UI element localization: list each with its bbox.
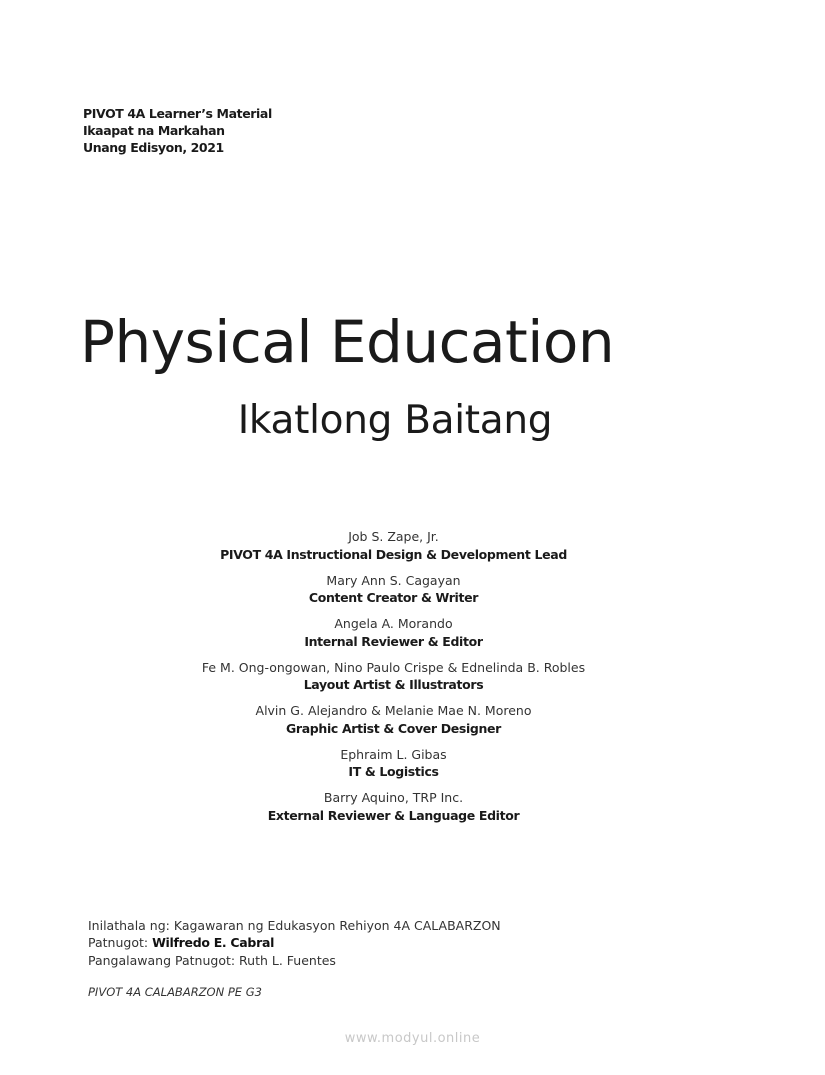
credit-role: Layout Artist & Illustrators xyxy=(303,677,484,692)
credit-role: Content Creator & Writer xyxy=(308,590,479,605)
credit-entry xyxy=(0,789,787,824)
credit-name: Job S. Zape, Jr. xyxy=(348,529,439,544)
page-title: Physical Education xyxy=(80,308,615,376)
credit-name: Ephraim L. Gibas xyxy=(340,746,447,762)
director-name: Wilfredo E. Cabral xyxy=(152,935,275,951)
edition-line: Unang Edisyon, 2021 xyxy=(83,140,224,155)
publisher-info xyxy=(88,917,501,969)
credit-role: Graphic Artist & Cover Designer xyxy=(286,720,501,736)
credit-entry xyxy=(0,702,787,737)
credit-entry xyxy=(0,615,787,650)
director-line xyxy=(88,934,501,951)
credit-name: Angela A. Morando xyxy=(334,616,453,631)
credit-entry xyxy=(0,746,787,781)
credit-entry xyxy=(0,572,787,607)
credit-role: PIVOT 4A Instructional Design & Development Lead xyxy=(220,546,567,562)
credits-list xyxy=(0,528,787,833)
edition-line: Ikaapat na Markahan xyxy=(83,123,225,138)
credit-role: Internal Reviewer & Editor xyxy=(304,633,483,649)
credit-entry xyxy=(0,659,787,694)
assistant-director: Pangalawang Patnugot: Ruth L. Fuentes xyxy=(88,952,336,968)
credit-name: Mary Ann S. Cagayan xyxy=(326,572,461,588)
credit-role: IT & Logistics xyxy=(348,764,439,779)
credit-name: Alvin G. Alejandro & Melanie Mae N. Moreno xyxy=(255,703,532,718)
credit-role: External Reviewer & Language Editor xyxy=(267,807,520,823)
credit-name: Barry Aquino, TRP Inc. xyxy=(323,790,464,805)
edition-info xyxy=(83,105,272,156)
edition-line: PIVOT 4A Learner’s Material xyxy=(83,106,272,121)
watermark: www.modyul.online xyxy=(344,1031,481,1046)
page-subtitle: Ikatlong Baitang xyxy=(237,398,553,443)
director-label: Patnugot: xyxy=(88,935,153,951)
credit-name: Fe M. Ong-ongowan, Nino Paulo Crispe & Ednelinda B. Robles xyxy=(201,659,586,675)
published-by: Inilathala ng: Kagawaran ng Edukasyon Rehiyon 4A CALABARZON xyxy=(88,918,501,933)
material-code: PIVOT 4A CALABARZON PE G3 xyxy=(88,985,262,999)
credit-entry xyxy=(0,528,787,563)
